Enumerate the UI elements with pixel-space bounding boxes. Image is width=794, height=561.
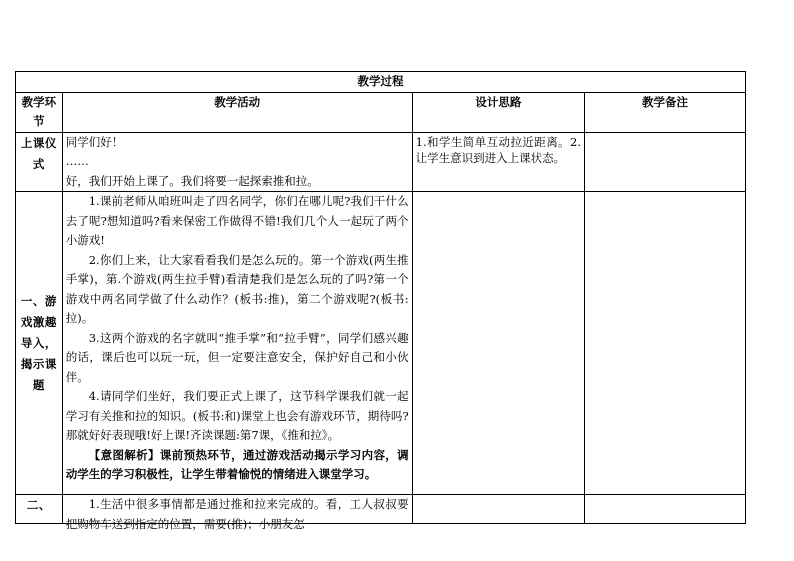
table-title: 教学过程 (16, 72, 746, 93)
table-row (16, 132, 746, 192)
header-stage: 教学环节 (16, 92, 63, 132)
intent-text: 课前预热环节，通过游戏活动揭示学习内容，调动学生的学习积极性，让学生带着愉悦的情绪进入课堂学习。 (65, 447, 409, 481)
header-notes: 教学备注 (585, 92, 746, 132)
notes-cell (585, 132, 746, 192)
header-design: 设计思路 (412, 92, 584, 132)
activity-paragraph: 1.生活中很多事情都是通过推和拉来完成的。看，工人叔叔要把购物车送到指定的位置，需要(推)；小朋友怎 (65, 497, 409, 531)
lesson-process-table (15, 71, 746, 531)
activity-cell (62, 495, 412, 531)
activity-line: …… (65, 154, 89, 168)
activity-clip (65, 495, 409, 531)
activity-paragraph: 3.这两个游戏的名字就叫“推手掌”和“拉手臂”，同学们感兴趣的话，课后也可以玩一玩，但一定要注意安全，保护好自己和小伙伴。 (65, 330, 409, 384)
activity-cell (62, 132, 412, 192)
intent-label: 【意图解析】 (88, 447, 160, 462)
table-row (16, 495, 746, 524)
header-activity: 教学活动 (62, 92, 412, 132)
table-row (16, 192, 746, 495)
design-cell (412, 132, 584, 192)
stage-cell (16, 192, 63, 495)
notes-cell (585, 495, 746, 524)
stage-label: 一、游戏激趣导入，揭示课题 (20, 293, 57, 392)
activity-line: 好，我们开始上课了。我们将要一起探索推和拉。 (65, 173, 319, 188)
activity-paragraph: 2.你们上来，让大家看看我们是怎么玩的。第一个游戏(两生推手掌)，第.个游戏(两生拉手臂)看清楚我们是怎么玩的了吗?第一个游戏中两名同学做了什么动作？(板书:推)，第二个游戏呢?(板书:拉)。 (65, 252, 409, 325)
stage-label: 上课仪式 (20, 135, 57, 171)
stage-label: 二、 (26, 498, 51, 512)
activity-cell (62, 192, 412, 495)
activity-paragraph: 1.课前老师从咱班叫走了四名同学，你们在哪儿呢?我们干什么去了呢?想知道吗?看来保密工作做得不错!我们几个人一起玩了两个小游戏! (65, 194, 409, 247)
activity-paragraph: 4.请同学们坐好，我们要正式上课了，这节科学课我们就一起学习有关推和拉的知识。(板书:和)课堂上也会有游戏环节，期待吗?那就好好表现哦!好上课!齐读课题:第7课，《推和拉》。 (65, 389, 409, 442)
notes-cell (585, 192, 746, 495)
stage-cell (16, 495, 63, 524)
stage-cell (16, 132, 63, 192)
design-cell (412, 495, 584, 524)
intent-paragraph (66, 446, 409, 485)
design-text: 1.和学生简单互动拉近距离。2.让学生意识到进入上课状态。 (415, 134, 582, 165)
activity-line: 同学们好！ (65, 134, 124, 149)
design-cell (412, 192, 584, 495)
